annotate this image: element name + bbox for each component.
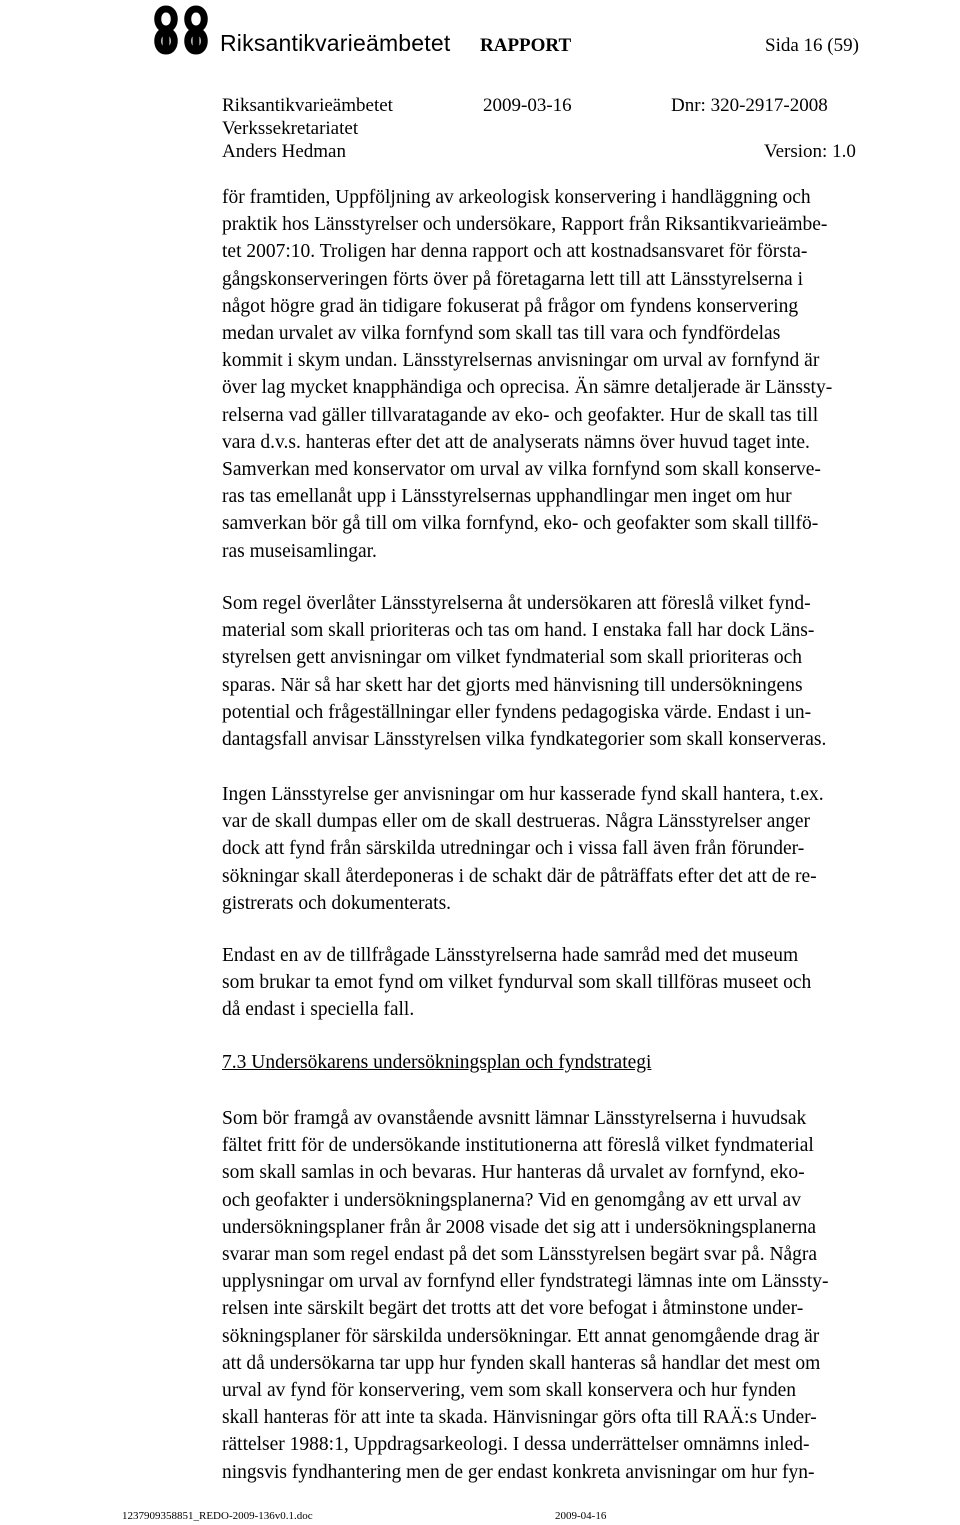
body-paragraph-1: [222, 184, 960, 565]
paragraph-text: Endast en av de tillfrågade Länsstyrelserna hade samråd med det museum som brukar ta emot fynd om vilket fyndurval som skall tillföras museet och då endast i speciella fall.: [222, 945, 812, 1021]
department: Verkssekretariatet: [222, 118, 359, 139]
body-paragraph-2: [222, 590, 960, 753]
footer-filename: 1237909358851_REDO-2009-136v0.1.doc: [122, 1510, 313, 1522]
paragraph-text: Som bör framgå av ovanstående avsnitt lämnar Länsstyrelserna i huvudsak fältet fritt för de undersökande institutionerna att föreslå vilket fyndmaterial som skall samlas in och bevaras. Hur hanteras då urvalet av fornfynd, eko- och geofakter i undersökningsplanerna? Vid en genomgång av ett urval av undersökningsplaner från år 2008 visade det sig att i undersökningsplanerna svarar man som regel endast på det som Länsstyrelsen begärt svar på. Några upplysningar om urval av fornfynd eller fyndstrategi lämnas inte om Länssty- relsen inte särskilt begärt det trotts att det vore befogat i åtminstone under- sökningsplaner för särskilda undersökningar. Ett annat genomgående drag är att då undersökarna tar upp hur fynden skall hanteras så handlar det mest om urval av fynd för konservering, vem som skall konservera och hur fynden skall hanteras för att inte ta skada. Hänvisningar görs ofta till RAÄ:s Under- rättelser 1988:1, Uppdragsarkeologi. I dessa underrättelser omnämns inled- ningsvis fyndhantering men de ger endast konkreta anvisningar om hur fyn-: [222, 1108, 829, 1483]
paragraph-text: Ingen Länsstyrelse ger anvisningar om hur kasserade fynd skall hantera, t.ex. var de skall dumpas eller om de skall destrueras. Några Länsstyrelser anger dock att fynd från särskilda utredningar och i vissa fall även från förunder- sökningar skall återdeponeras i de schakt där de påträffats efter det att de re- gistrerats och dokumenterats.: [222, 784, 824, 914]
report-label: RAPPORT: [480, 35, 572, 56]
agency-logo-icon: [152, 3, 210, 57]
body-paragraph-4: [222, 942, 960, 1024]
footer-date: 2009-04-16: [555, 1510, 607, 1522]
document-date: 2009-03-16: [483, 95, 572, 116]
document-dnr: Dnr: 320-2917-2008: [671, 95, 828, 116]
body-paragraph-5: [222, 1105, 960, 1486]
section-heading: 7.3 Undersökarens undersökningsplan och fyndstrategi: [222, 1052, 652, 1073]
document-version: Version: 1.0: [764, 141, 856, 162]
paragraph-text: för framtiden, Uppföljning av arkeologisk konservering i handläggning och praktik hos Länsstyrelser och undersökare, Rapport från Riksantikvarieämbe- tet 2007:10. Troligen har denna rapport och att kostnadsansvaret för första- gångskonserveringen förts över på företagarna lett till att Länsstyrelserna i något högre grad än tidigare fokuserat på frågor om fyndens konservering medan urvalet av vilka fornfynd som skall tas till vara och fyndfördelas kommit i skym undan. Länsstyrelsernas anvisningar om urval av fornfynd är över lag mycket knapphändiga och oprecisa. Än sämre detaljerade är Länssty- relserna vad gäller tillvaratagande av eko- och geofakter. Hur de skall tas till vara d.v.s. hanteras efter det att de analyserats nämns över huvud taget inte. Samverkan med konservator om urval av vilka fornfynd som skall konserve- ras tas emellanåt upp i Länsstyrelsernas upphandlingar men inget om hur samverkan bör gå till om vilka fornfynd, eko- och geofakter som skall tillfö- ras museisamlingar.: [222, 187, 833, 562]
paragraph-text: Som regel överlåter Länsstyrelserna åt undersökaren att föreslå vilket fynd- material som skall prioriteras och tas om hand. I enstaka fall har dock Läns- styrelsen gett anvisningar om vilket fyndmaterial som skall prioriteras och sparas. När så har skett har det gjorts med hänvisning till undersökningens potential och frågeställningar eller fyndens pedagogiska värde. Endast i un- dantagsfall anvisar Länsstyrelsen vilka fyndkategorier som skall konserveras.: [222, 593, 827, 751]
author: Anders Hedman: [222, 141, 346, 162]
agency-name: Riksantikvarieämbetet: [220, 30, 451, 56]
meta-agency: Riksantikvarieämbetet: [222, 95, 393, 116]
page-number: Sida 16 (59): [765, 35, 859, 56]
body-paragraph-3: [222, 781, 960, 917]
